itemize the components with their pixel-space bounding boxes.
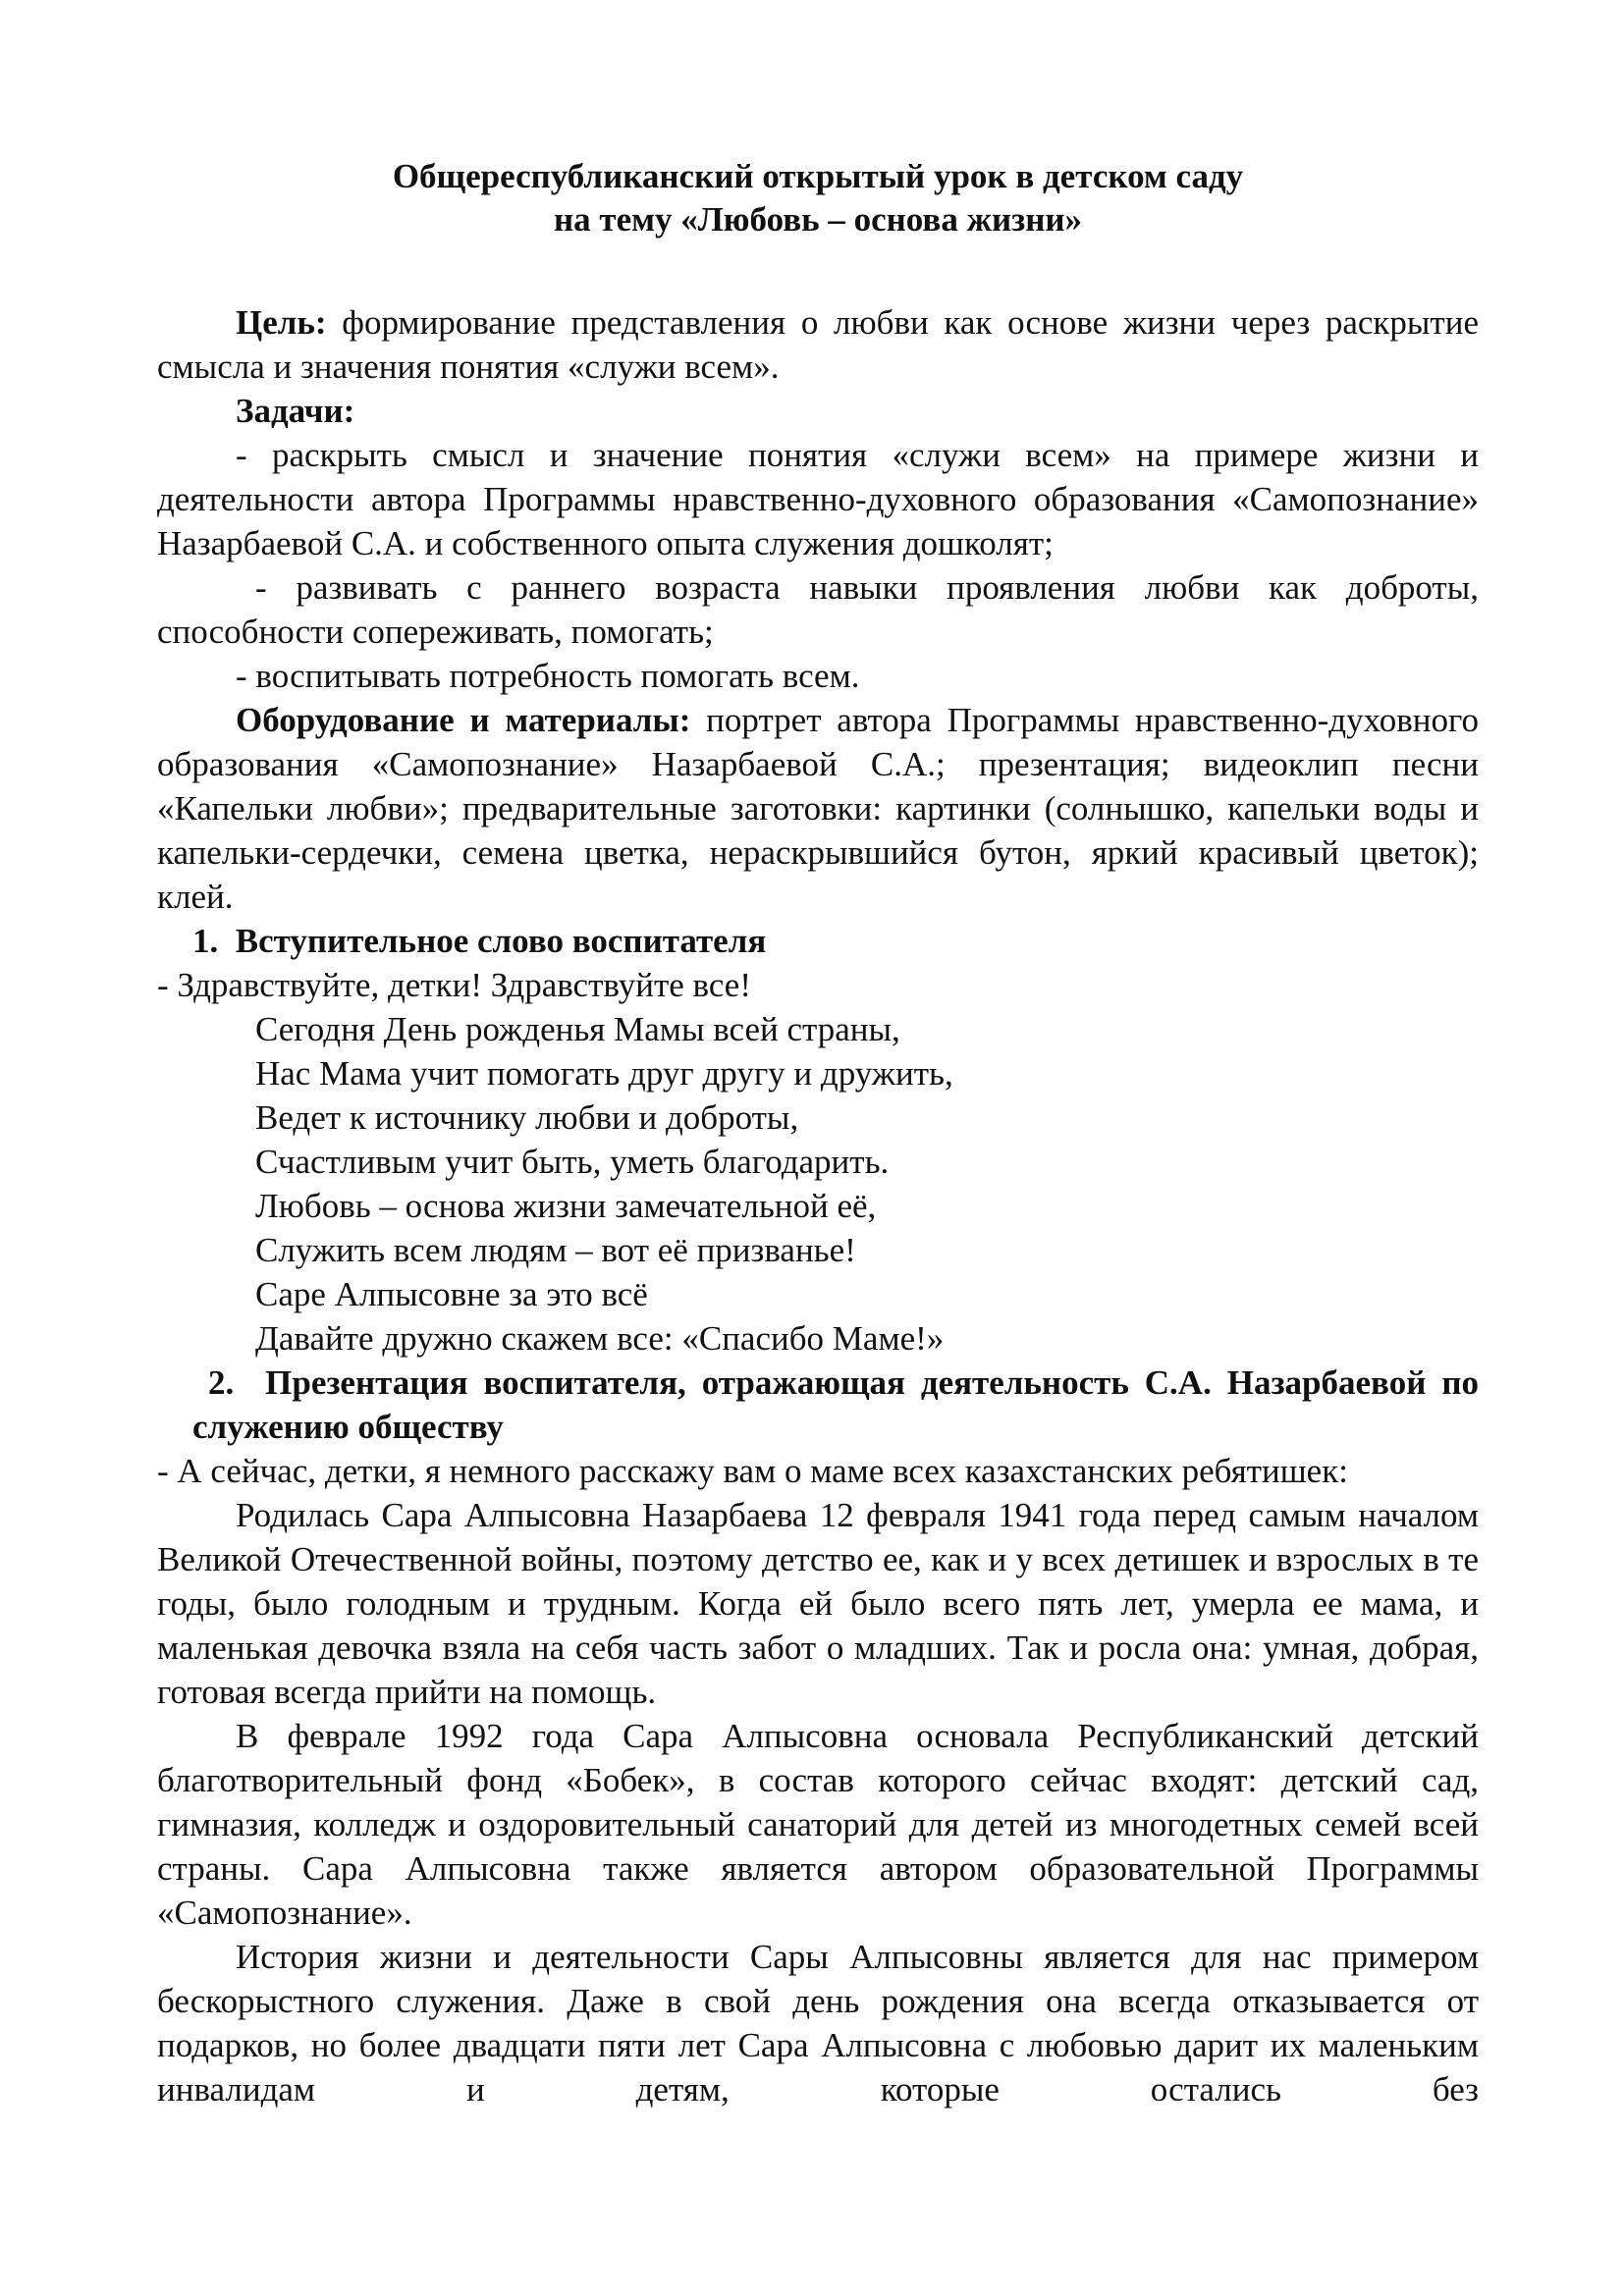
tasks-label: Задачи: [236, 392, 355, 430]
section-2-heading [157, 1361, 1479, 1449]
section-1-number: 1. [192, 922, 219, 960]
equipment-text: портрет автора Программы нравственно-духовного образования «Самопознание» Назарбаевой С.А.; презентация; видеоклип песни «Капельки любви»; предварительные заготовки: картинки (солнышко, капельки воды и капельки-сердечки, семена цветка, нераскрывшийся бутон, яркий красивый цветок); клей. [157, 701, 1479, 916]
title-line-2: на тему «Любовь – основа жизни» [553, 200, 1083, 239]
poem-line: Любовь – основа жизни замечательной её, [255, 1187, 877, 1225]
section-2-number: 2. [208, 1363, 235, 1402]
poem-line: Саре Алпысовне за это всё [255, 1275, 648, 1313]
section-1-heading [157, 919, 1479, 963]
task-item: - раскрыть смысл и значение понятия «служи всем» на примере жизни и деятельности автора Программы нравственно-духовного образования «Самопознание» Назарбаевой С.А. и собственного опыта служения дошколят; [157, 436, 1479, 562]
goal-text: формирование представления о любви как основе жизни через раскрытие смысла и значения понятия «служи всем». [157, 303, 1479, 386]
poem-line: Ведет к источнику любви и доброты, [255, 1098, 799, 1137]
poem-line: Нас Мама учит помогать друг другу и дружить, [255, 1054, 953, 1093]
title-line-1: Общереспубликанский открытый урок в детском саду [392, 157, 1244, 195]
section-1-title: Вступительное слово воспитателя [235, 922, 767, 960]
document-page [157, 155, 1479, 2111]
title-spacer [157, 241, 1479, 300]
section-1-greeting: - Здравствуйте, детки! Здравствуйте все! [157, 966, 751, 1004]
document-title [157, 155, 1479, 241]
poem [157, 1007, 1479, 1361]
section-2-title: Презентация воспитателя, отражающая деятельность С.А. Назарбаевой по служению обществу [192, 1363, 1479, 1446]
task-item: - развивать с раннего возраста навыки проявления любви как доброты, способности сопереживать, помогать; [157, 568, 1479, 651]
goal-label: Цель: [236, 303, 327, 342]
poem-line: Давайте дружно скажем все: «Спасибо Маме!» [255, 1319, 945, 1358]
poem-line: Сегодня День рожденья Мамы всей страны, [255, 1010, 900, 1048]
task-item: - воспитывать потребность помогать всем. [236, 657, 860, 695]
section-2-intro: - А сейчас, детки, я немного расскажу вам о маме всех казахстанских ребятишек: [157, 1452, 1348, 1490]
goal-paragraph [157, 300, 1479, 389]
body-paragraph: Родилась Сара Алпысовна Назарбаева 12 февраля 1941 года перед самым началом Великой Отечественной войны, поэтому детство ее, как и у всех детишек и взрослых в те годы, было голодным и трудным. Когда ей было всего пять лет, умерла ее мама, и маленькая девочка взяла на себя часть забот о младших. Так и росла она: умная, добрая, готовая всегда прийти на помощь. [157, 1496, 1479, 1711]
body-paragraph: История жизни и деятельности Сары Алпысовны является для нас примером бескорыстного служения. Даже в свой день рождения она всегда отказывается от подарков, но более двадцати пяти лет Сара Алпысовна с любовью дарит их маленьким инвалидам и детям, которые остались без [157, 1938, 1479, 2109]
poem-line: Счастливым учит быть, уметь благодарить. [255, 1143, 890, 1181]
equipment-paragraph [157, 698, 1479, 919]
poem-line: Служить всем людям – вот её призванье! [255, 1231, 856, 1269]
body-paragraph: В феврале 1992 года Сара Алпысовна основала Республиканский детский благотворительный фонд «Бобек», в состав которого сейчас входят: детский сад, гимназия, колледж и оздоровительный санаторий для детей из многодетных семей всей страны. Сара Алпысовна также является автором образовательной Программы «Самопознание». [157, 1717, 1479, 1932]
equipment-label: Оборудование и материалы: [236, 701, 691, 739]
